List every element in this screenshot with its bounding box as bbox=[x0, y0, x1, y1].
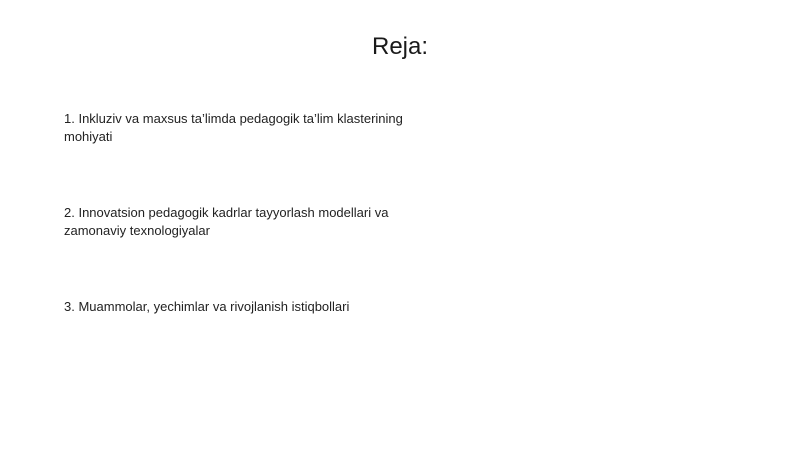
plan-item-3: 3. Muammolar, yechimlar va rivojlanish istiqbollari bbox=[64, 299, 350, 314]
slide-title: Reja: bbox=[371, 33, 429, 60]
plan-item-2: 2. Innovatsion pedagogik kadrlar tayyorlash modellari va zamonaviy texnologiyalar bbox=[64, 205, 389, 238]
plan-item-1: 1. Inkluziv va maxsus ta’limda pedagogik ta’lim klasterining mohiyati bbox=[64, 111, 403, 144]
